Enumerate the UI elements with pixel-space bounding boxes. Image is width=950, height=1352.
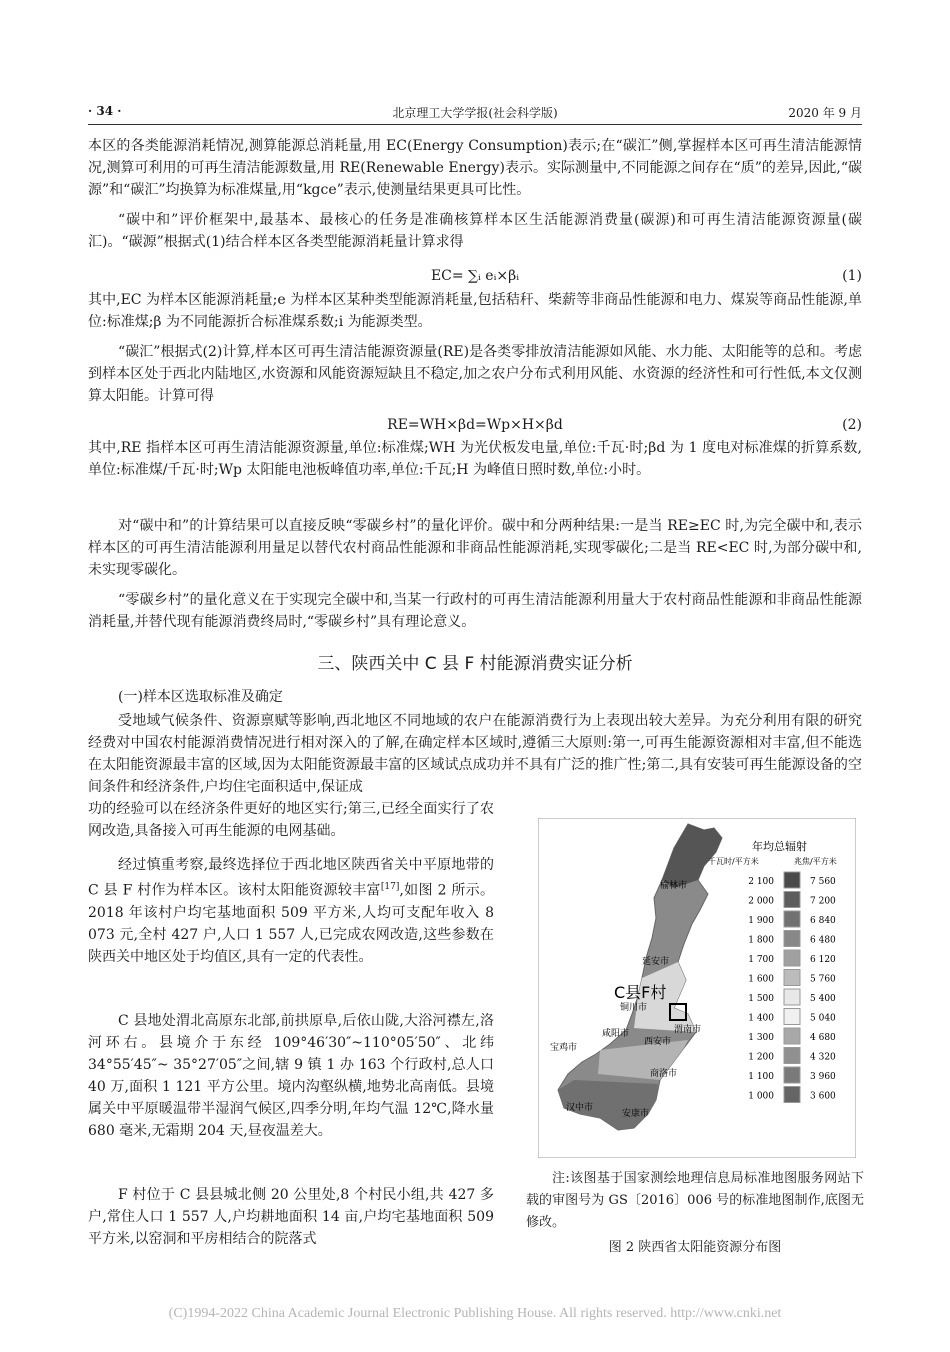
equation-1-number: (1): [842, 268, 862, 284]
journal-name: 北京理工大学学报(社会科学版): [392, 106, 558, 120]
village-label: C县F村: [614, 983, 667, 1002]
legend-right-value: 6 840: [810, 916, 836, 926]
section-title: 三、陕西关中 C 县 F 村能源消费实证分析: [317, 654, 633, 674]
city-label-yulin: 榆林市: [660, 881, 688, 891]
legend-left-value: 1 000: [748, 1091, 774, 1102]
running-header: [88, 104, 862, 124]
legend-swatch: [784, 1009, 800, 1025]
equation-2-formula: RE=WH×βd=Wp×H×βd: [387, 417, 563, 433]
paragraph-2: “碳中和”评价框架中,最基本、最核心的任务是准确核算样本区生活能源消费量(碳源)和可再生清洁能源资源量(碳汇)。“碳源”根据式(1)结合样本区各类型能源消耗量计算求得: [88, 212, 862, 250]
legend-left-value: 1 600: [748, 974, 774, 985]
city-label-tongchuan: 铜川市: [620, 1003, 648, 1013]
legend-swatch: [784, 989, 800, 1005]
legend-swatch: [784, 950, 800, 966]
issue-date: 2020 年 9 月: [788, 106, 862, 120]
legend-left-value: 2 100: [748, 877, 774, 887]
legend-left-value: 1 400: [748, 1013, 774, 1024]
legend-right-value: 7 200: [810, 896, 836, 907]
legend-swatch: [784, 911, 800, 927]
legend-title: 年均总辐射: [752, 840, 807, 853]
legend-unit-right: 兆焦/平方米: [794, 857, 837, 866]
legend-left-value: 1 800: [748, 935, 774, 946]
legend-right-value: 4 680: [810, 1033, 836, 1043]
city-label-hanzhong: 汉中市: [566, 1103, 594, 1113]
paragraph-5: 其中,RE 指样本区可再生清洁能源资源量,单位:标准煤;WH 为光伏板发电量,单位:千瓦·时;βd 为 1 度电对标准煤的折算系数,单位:标准煤/千瓦·时;Wp 太阳能电池板峰值功率,单位:千瓦;H 为峰值日照时数,单位:小时。: [88, 440, 862, 478]
city-label-xian: 西安市: [644, 1037, 672, 1047]
copyright-footer: (C)1994-2022 China Academic Journal Electronic Publishing House. All rights reserved. http://www.cnki.net: [168, 1306, 782, 1321]
paragraph-3: 其中,EC 为样本区能源消耗量;e 为样本区某种类型能源消耗量,包括秸秆、柴薪等非商品性能源和电力、煤炭等商品性能源,单位:标准煤;β 为不同能源折合标准煤系数;i 为能源类型。: [88, 292, 862, 330]
column-paragraph-1: 功的经验可以在经济条件更好的地区实行;第三,已经全面实行了农网改造,具备接入可再生能源的电网基础。: [88, 801, 494, 839]
legend-swatch: [784, 1048, 800, 1064]
paragraph-8: 受地域气候条件、资源禀赋等影响,西北地区不同地域的农户在能源消费行为上表现出较大差异。为充分利用有限的研究经费对中国农村能源消费情况进行相对深入的了解,在确定样本区域时,遵循三大原则:第一,可再生能源资源相对丰富,但不能选在太阳能资源最丰富的区域,因为太阳能资源最丰富的区域试点成功并不具有广泛的推广性;第二,具有安装可再生能源设备的空间条件和经济条件,户均住宅面积适中,保证成: [88, 713, 862, 795]
paragraph-6: 对“碳中和”的计算结果可以直接反映“零碳乡村”的量化评价。碳中和分两种结果:一是当 RE≥EC 时,为完全碳中和,表示样本区的可再生清洁能源利用量足以替代农村商品性能源和非商品性能源消耗,实现零碳化;二是当 RE<EC 时,为部分碳中和,未实现零碳化。: [88, 518, 862, 578]
legend-unit-left: 千瓦时/平方米: [708, 857, 759, 866]
legend-left-value: 1 100: [748, 1072, 774, 1082]
city-label-xianyang: 咸阳市: [602, 1029, 630, 1039]
city-label-weinan: 渭南市: [674, 1025, 702, 1035]
legend-right-value: 5 760: [810, 974, 836, 985]
legend-left-value: 1 500: [748, 994, 774, 1004]
legend-swatch: [784, 970, 800, 986]
legend-swatch: [784, 892, 800, 908]
citation-ref: [17]: [380, 882, 400, 892]
header-rule: [88, 124, 862, 125]
legend-right-value: 5 040: [810, 1013, 836, 1024]
legend-right-value: 3 960: [810, 1072, 836, 1082]
city-label-baoji: 宝鸡市: [550, 1043, 578, 1053]
paragraph-1: 本区的各类能源消耗情况,测算能源总消耗量,用 EC(Energy Consumption)表示;在“碳汇”侧,掌握样本区可再生清洁能源情况,测算可利用的可再生清洁能源数量,用 RE(Renewable Energy)表示。实际测量中,不同能源之间存在“质”的差异,因此,“碳源”和“碳汇”均换算为标准煤量,用“kgce”表示,使测量结果更具可比性。: [88, 138, 862, 198]
equation-2: [88, 414, 862, 436]
legend-right-value: 7 560: [810, 877, 836, 887]
legend-swatch: [784, 1087, 800, 1103]
legend-right-value: 6 480: [810, 935, 836, 946]
paragraph-7: “零碳乡村”的量化意义在于实现完全碳中和,当某一行政村的可再生清洁能源利用量大于农村商品性能源和非商品性能源消耗量,并替代现有能源消费终局时,“零碳乡村”具有理论意义。: [88, 592, 862, 630]
legend-left-value: 1 200: [748, 1052, 774, 1063]
equation-1-formula: EC= ∑ᵢ eᵢ×βᵢ: [430, 268, 520, 284]
legend-right-value: 4 320: [810, 1052, 836, 1063]
legend-swatch: [784, 1067, 800, 1083]
legend-left-value: 1 300: [748, 1033, 774, 1043]
column-paragraph-2-text-b: ,如图 2 所示。2018 年该村户均宅基地面积 509 平方米,人均可支配年收入 8 073 元,全村 427 户,人口 1 557 人,已完成农网改造,这些参数在陕西关中地区处于均值区,具有一定的代表性。: [88, 882, 494, 965]
column-paragraph-2: [88, 854, 494, 968]
column-paragraph-4: F 村位于 C 县县城北侧 20 公里处,8 个村民小组,共 427 多户,常住人口 1 557 人,户均耕地面积 14 亩,户均宅基地面积 509 平方米,以窑洞和平房相结合的院落式: [88, 1187, 494, 1247]
legend-left-value: 1 900: [748, 916, 774, 926]
legend-right-value: 5 400: [810, 994, 836, 1004]
legend-right-value: 3 600: [810, 1091, 836, 1102]
city-label-shangluo: 商洛市: [650, 1069, 678, 1079]
column-paragraph-3: C 县地处渭北高原东北部,前拱原阜,后依山陇,大浴河襟左,洛河环右。县境介于东经 109°46′30″~110°05′50″、北纬 34°55′45″~ 35°27′05″之间,辖 9 镇 1 办 163 个行政村,总人口 40 万,面积 1 121 平方公里。境内沟壑纵横,地势北高南低。县境属关中平原暖温带半湿润气候区,四季分明,年均气温 12℃,降水量 680 毫米,无霜期 204 天,昼夜温差大。: [88, 1013, 494, 1139]
legend-swatch: [784, 1028, 800, 1044]
figure-caption: 图 2 陕西省太阳能资源分布图: [608, 1240, 782, 1255]
column-paragraph-2-text-a: 经过慎重考察,最终选择位于西北地区陕西省关中平原地带的 C 县 F 村作为样本区。该村太阳能资源较丰富: [88, 857, 494, 899]
equation-1: [88, 265, 862, 287]
shaanxi-solar-map: [538, 818, 856, 1158]
city-label-ankang: 安康市: [622, 1109, 650, 1119]
legend-left-value: 2 000: [748, 896, 774, 907]
figure-map: [538, 818, 856, 1158]
paragraph-4: “碳汇”根据式(2)计算,样本区可再生清洁能源资源量(RE)是各类零排放清洁能源如风能、水力能、太阳能等的总和。考虑到样本区处于西北内陆地区,水资源和风能资源短缺且不稳定,加之农户分布式利用风能、水资源的经济性和可行性低,本文仅测算太阳能。计算可得: [88, 344, 862, 404]
city-label-yanan: 延安市: [642, 957, 670, 967]
subsection-title: (一)样本区选取标准及确定: [118, 689, 283, 705]
legend-right-value: 6 120: [810, 955, 836, 965]
legend-left-value: 1 700: [748, 955, 774, 965]
page-number: · 34 ·: [88, 104, 122, 118]
equation-2-number: (2): [842, 417, 862, 433]
legend-swatch: [784, 872, 800, 888]
figure-note: 注:该图基于国家测绘地理信息局标准地图服务网站下载的审图号为 GS〔2016〕006 号的标准地图制作,底图无修改。: [526, 1171, 864, 1230]
legend-swatch: [784, 931, 800, 947]
